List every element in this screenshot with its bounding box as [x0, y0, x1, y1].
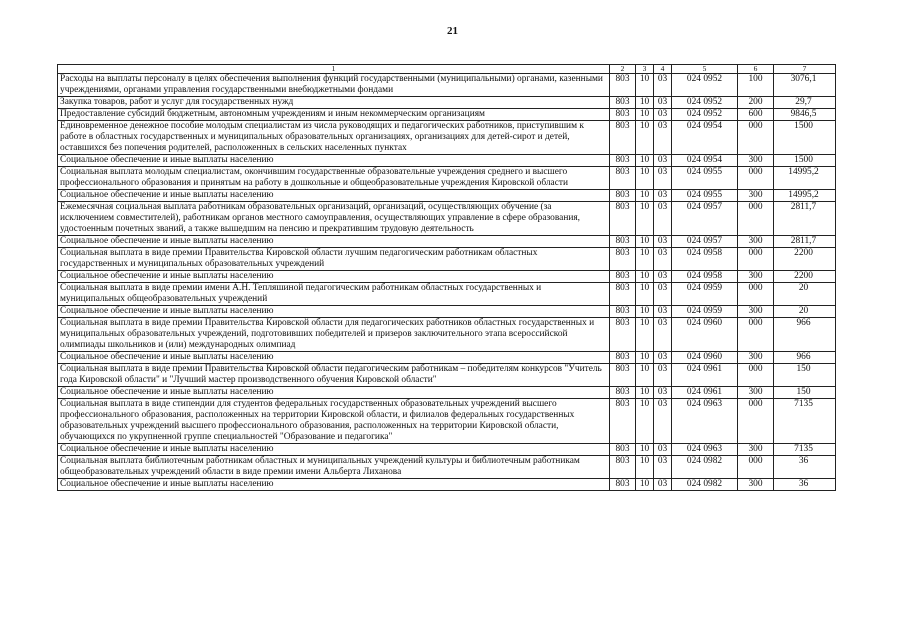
expense-type-cell: 000: [738, 318, 774, 352]
table-row: [58, 121, 836, 155]
target-article-cell: 024 0982: [672, 479, 738, 491]
amount-cell: 20: [774, 306, 836, 318]
target-article-cell: 024 0954: [672, 121, 738, 155]
ministry-code-cell: 803: [610, 444, 636, 456]
subsection-code-cell: 03: [654, 456, 672, 479]
section-code-cell: 10: [636, 97, 654, 109]
section-code-cell: 10: [636, 283, 654, 306]
row-name-cell: Социальное обеспечение и иные выплаты населению: [58, 155, 610, 167]
table-row: [58, 399, 836, 444]
expense-type-cell: 300: [738, 155, 774, 167]
table-row: [58, 456, 836, 479]
target-article-cell: 024 0961: [672, 364, 738, 387]
row-name-cell: Социальное обеспечение и иные выплаты населению: [58, 352, 610, 364]
section-code-cell: 10: [636, 202, 654, 236]
expense-type-cell: 300: [738, 271, 774, 283]
amount-cell: 2200: [774, 248, 836, 271]
row-name-cell: Социальное обеспечение и иные выплаты населению: [58, 387, 610, 399]
section-code-cell: 10: [636, 271, 654, 283]
amount-cell: 150: [774, 364, 836, 387]
row-name-cell: Социальное обеспечение и иные выплаты населению: [58, 444, 610, 456]
target-article-cell: 024 0963: [672, 399, 738, 444]
expense-type-cell: 000: [738, 202, 774, 236]
expense-type-cell: 300: [738, 479, 774, 491]
section-code-cell: 10: [636, 74, 654, 97]
ministry-code-cell: 803: [610, 271, 636, 283]
subsection-code-cell: 03: [654, 387, 672, 399]
row-name-cell: Социальная выплата молодым специалистам, окончившим государственные образовательные учреждения среднего и высшего профессионального образования и принятым на работу в дошкольные и общеобразовательные учреждения Кировской области: [58, 167, 610, 190]
row-name-cell: Социальное обеспечение и иные выплаты населению: [58, 479, 610, 491]
subsection-code-cell: 03: [654, 479, 672, 491]
ministry-code-cell: 803: [610, 352, 636, 364]
expense-type-cell: 100: [738, 74, 774, 97]
section-code-cell: 10: [636, 109, 654, 121]
table-row: [58, 352, 836, 364]
subsection-code-cell: 03: [654, 271, 672, 283]
subsection-code-cell: 03: [654, 318, 672, 352]
ministry-code-cell: 803: [610, 190, 636, 202]
table-row: [58, 444, 836, 456]
expense-type-cell: 000: [738, 399, 774, 444]
amount-cell: 150: [774, 387, 836, 399]
target-article-cell: 024 0959: [672, 283, 738, 306]
subsection-code-cell: 03: [654, 109, 672, 121]
section-code-cell: 10: [636, 236, 654, 248]
amount-cell: 7135: [774, 444, 836, 456]
subsection-code-cell: 03: [654, 97, 672, 109]
target-article-cell: 024 0961: [672, 387, 738, 399]
section-code-cell: 10: [636, 248, 654, 271]
table-row: [58, 479, 836, 491]
table-body: [58, 74, 836, 491]
header-cell: 7: [774, 65, 836, 74]
subsection-code-cell: 03: [654, 155, 672, 167]
expense-type-cell: 600: [738, 109, 774, 121]
table-row: [58, 387, 836, 399]
amount-cell: 20: [774, 283, 836, 306]
amount-cell: 7135: [774, 399, 836, 444]
row-name-cell: Социальная выплата в виде премии Правительства Кировской области для педагогических работников областных государственных и муниципальных образовательных учреждений, подготовивших победителей и призеров заключительного этапа всероссийской олимпиады школьников и (или) международных олимпиад: [58, 318, 610, 352]
section-code-cell: 10: [636, 364, 654, 387]
table-row: [58, 155, 836, 167]
subsection-code-cell: 03: [654, 399, 672, 444]
ministry-code-cell: 803: [610, 236, 636, 248]
header-cell: 4: [654, 65, 672, 74]
ministry-code-cell: 803: [610, 387, 636, 399]
ministry-code-cell: 803: [610, 202, 636, 236]
amount-cell: 2811,7: [774, 236, 836, 248]
subsection-code-cell: 03: [654, 352, 672, 364]
subsection-code-cell: 03: [654, 167, 672, 190]
target-article-cell: 024 0952: [672, 74, 738, 97]
section-code-cell: 10: [636, 352, 654, 364]
section-code-cell: 10: [636, 306, 654, 318]
target-article-cell: 024 0959: [672, 306, 738, 318]
expense-type-cell: 000: [738, 283, 774, 306]
ministry-code-cell: 803: [610, 121, 636, 155]
table-row: [58, 283, 836, 306]
ministry-code-cell: 803: [610, 306, 636, 318]
target-article-cell: 024 0963: [672, 444, 738, 456]
subsection-code-cell: 03: [654, 306, 672, 318]
ministry-code-cell: 803: [610, 479, 636, 491]
ministry-code-cell: 803: [610, 399, 636, 444]
row-name-cell: Предоставление субсидий бюджетным, автономным учреждениям и иным некоммерческим организациям: [58, 109, 610, 121]
section-code-cell: 10: [636, 387, 654, 399]
row-name-cell: Закупка товаров, работ и услуг для государственных нужд: [58, 97, 610, 109]
ministry-code-cell: 803: [610, 283, 636, 306]
target-article-cell: 024 0982: [672, 456, 738, 479]
section-code-cell: 10: [636, 155, 654, 167]
subsection-code-cell: 03: [654, 248, 672, 271]
ministry-code-cell: 803: [610, 167, 636, 190]
section-code-cell: 10: [636, 456, 654, 479]
table-header-row: [58, 65, 836, 74]
subsection-code-cell: 03: [654, 121, 672, 155]
table-row: [58, 306, 836, 318]
section-code-cell: 10: [636, 167, 654, 190]
subsection-code-cell: 03: [654, 236, 672, 248]
page-number: 21: [447, 25, 458, 37]
header-cell: 5: [672, 65, 738, 74]
expense-type-cell: 000: [738, 167, 774, 190]
row-name-cell: Социальная выплата в виде премии Правительства Кировской области лучшим педагогическим работникам областных государственных и муниципальных образовательных учреждений: [58, 248, 610, 271]
row-name-cell: Расходы на выплаты персоналу в целях обеспечения выполнения функций государственными (муниципальными) органами, казенными учреждениями, органами управления государственными внебюджетными фондами: [58, 74, 610, 97]
expense-type-cell: 300: [738, 387, 774, 399]
amount-cell: 36: [774, 479, 836, 491]
section-code-cell: 10: [636, 444, 654, 456]
table-row: [58, 248, 836, 271]
amount-cell: 3076,1: [774, 74, 836, 97]
ministry-code-cell: 803: [610, 456, 636, 479]
subsection-code-cell: 03: [654, 190, 672, 202]
section-code-cell: 10: [636, 318, 654, 352]
table-row: [58, 74, 836, 97]
expense-type-cell: 300: [738, 236, 774, 248]
table-row: [58, 97, 836, 109]
ministry-code-cell: 803: [610, 318, 636, 352]
expense-type-cell: 200: [738, 97, 774, 109]
ministry-code-cell: 803: [610, 74, 636, 97]
table-row: [58, 364, 836, 387]
row-name-cell: Единовременное денежное пособие молодым специалистам из числа руководящих и педагогических работников, приступившим к работе в областных государственных и муниципальных образовательных организациях, организациях для детей-сирот и детей, оставшихся без попечения родителей, расположенных в сельских населенных пунктах: [58, 121, 610, 155]
amount-cell: 966: [774, 352, 836, 364]
table-row: [58, 271, 836, 283]
row-name-cell: Ежемесячная социальная выплата работникам образовательных организаций, организаций, осуществляющих обучение (за исключением совместителей), работникам органов местного самоуправления, осуществляющих управление в сфере образования, удостоенным почетных званий, а также вышедшим на пенсию и прекратившим трудовую деятельность: [58, 202, 610, 236]
amount-cell: 9846,5: [774, 109, 836, 121]
expense-type-cell: 300: [738, 352, 774, 364]
expense-type-cell: 000: [738, 248, 774, 271]
amount-cell: 966: [774, 318, 836, 352]
section-code-cell: 10: [636, 479, 654, 491]
table-row: [58, 202, 836, 236]
target-article-cell: 024 0957: [672, 236, 738, 248]
subsection-code-cell: 03: [654, 364, 672, 387]
header-cell: 2: [610, 65, 636, 74]
amount-cell: 29,7: [774, 97, 836, 109]
target-article-cell: 024 0955: [672, 167, 738, 190]
amount-cell: 1500: [774, 155, 836, 167]
amount-cell: 2811,7: [774, 202, 836, 236]
row-name-cell: Социальное обеспечение и иные выплаты населению: [58, 236, 610, 248]
target-article-cell: 024 0960: [672, 318, 738, 352]
row-name-cell: Социальная выплата библиотечным работникам областных и муниципальных учреждений культуры и библиотечным работникам общеобразовательных учреждений области в виде премии имени Альберта Лиханова: [58, 456, 610, 479]
expense-type-cell: 000: [738, 364, 774, 387]
expense-type-cell: 300: [738, 444, 774, 456]
table-row: [58, 236, 836, 248]
table-row: [58, 167, 836, 190]
header-cell: 6: [738, 65, 774, 74]
subsection-code-cell: 03: [654, 74, 672, 97]
target-article-cell: 024 0952: [672, 109, 738, 121]
target-article-cell: 024 0955: [672, 190, 738, 202]
target-article-cell: 024 0958: [672, 248, 738, 271]
header-cell: 3: [636, 65, 654, 74]
amount-cell: 2200: [774, 271, 836, 283]
row-name-cell: Социальная выплата в виде премии Правительства Кировской области педагогическим работникам – победителям конкурсов "Учитель года Кировской области" и "Лучший мастер производственного обучения Кировской области": [58, 364, 610, 387]
target-article-cell: 024 0958: [672, 271, 738, 283]
table-row: [58, 190, 836, 202]
target-article-cell: 024 0960: [672, 352, 738, 364]
row-name-cell: Социальная выплата в виде стипендии для студентов федеральных государственных образовательных учреждений высшего профессионального образования, расположенных на территории Кировской области, и филиалов федеральных государственных образовательных учреждений высшего профессионального образования, расположенных на территории Кировской области, обучающихся по укрупненной группе специальностей "Образование и педагогика": [58, 399, 610, 444]
section-code-cell: 10: [636, 399, 654, 444]
ministry-code-cell: 803: [610, 364, 636, 387]
target-article-cell: 024 0952: [672, 97, 738, 109]
ministry-code-cell: 803: [610, 248, 636, 271]
subsection-code-cell: 03: [654, 444, 672, 456]
row-name-cell: Социальное обеспечение и иные выплаты населению: [58, 190, 610, 202]
budget-table: [57, 64, 836, 491]
ministry-code-cell: 803: [610, 155, 636, 167]
amount-cell: 14995,2: [774, 167, 836, 190]
amount-cell: 36: [774, 456, 836, 479]
table-row: [58, 318, 836, 352]
subsection-code-cell: 03: [654, 283, 672, 306]
target-article-cell: 024 0954: [672, 155, 738, 167]
expense-type-cell: 000: [738, 456, 774, 479]
expense-type-cell: 300: [738, 306, 774, 318]
amount-cell: 1500: [774, 121, 836, 155]
ministry-code-cell: 803: [610, 109, 636, 121]
row-name-cell: Социальная выплата в виде премии имени А.Н. Тепляшиной педагогическим работникам областных государственных и муниципальных общеобразовательных учреждений: [58, 283, 610, 306]
expense-type-cell: 300: [738, 190, 774, 202]
ministry-code-cell: 803: [610, 97, 636, 109]
target-article-cell: 024 0957: [672, 202, 738, 236]
table-row: [58, 109, 836, 121]
row-name-cell: Социальное обеспечение и иные выплаты населению: [58, 271, 610, 283]
row-name-cell: Социальное обеспечение и иные выплаты населению: [58, 306, 610, 318]
section-code-cell: 10: [636, 121, 654, 155]
subsection-code-cell: 03: [654, 202, 672, 236]
amount-cell: 14995,2: [774, 190, 836, 202]
section-code-cell: 10: [636, 190, 654, 202]
expense-type-cell: 000: [738, 121, 774, 155]
header-cell: 1: [58, 65, 610, 74]
